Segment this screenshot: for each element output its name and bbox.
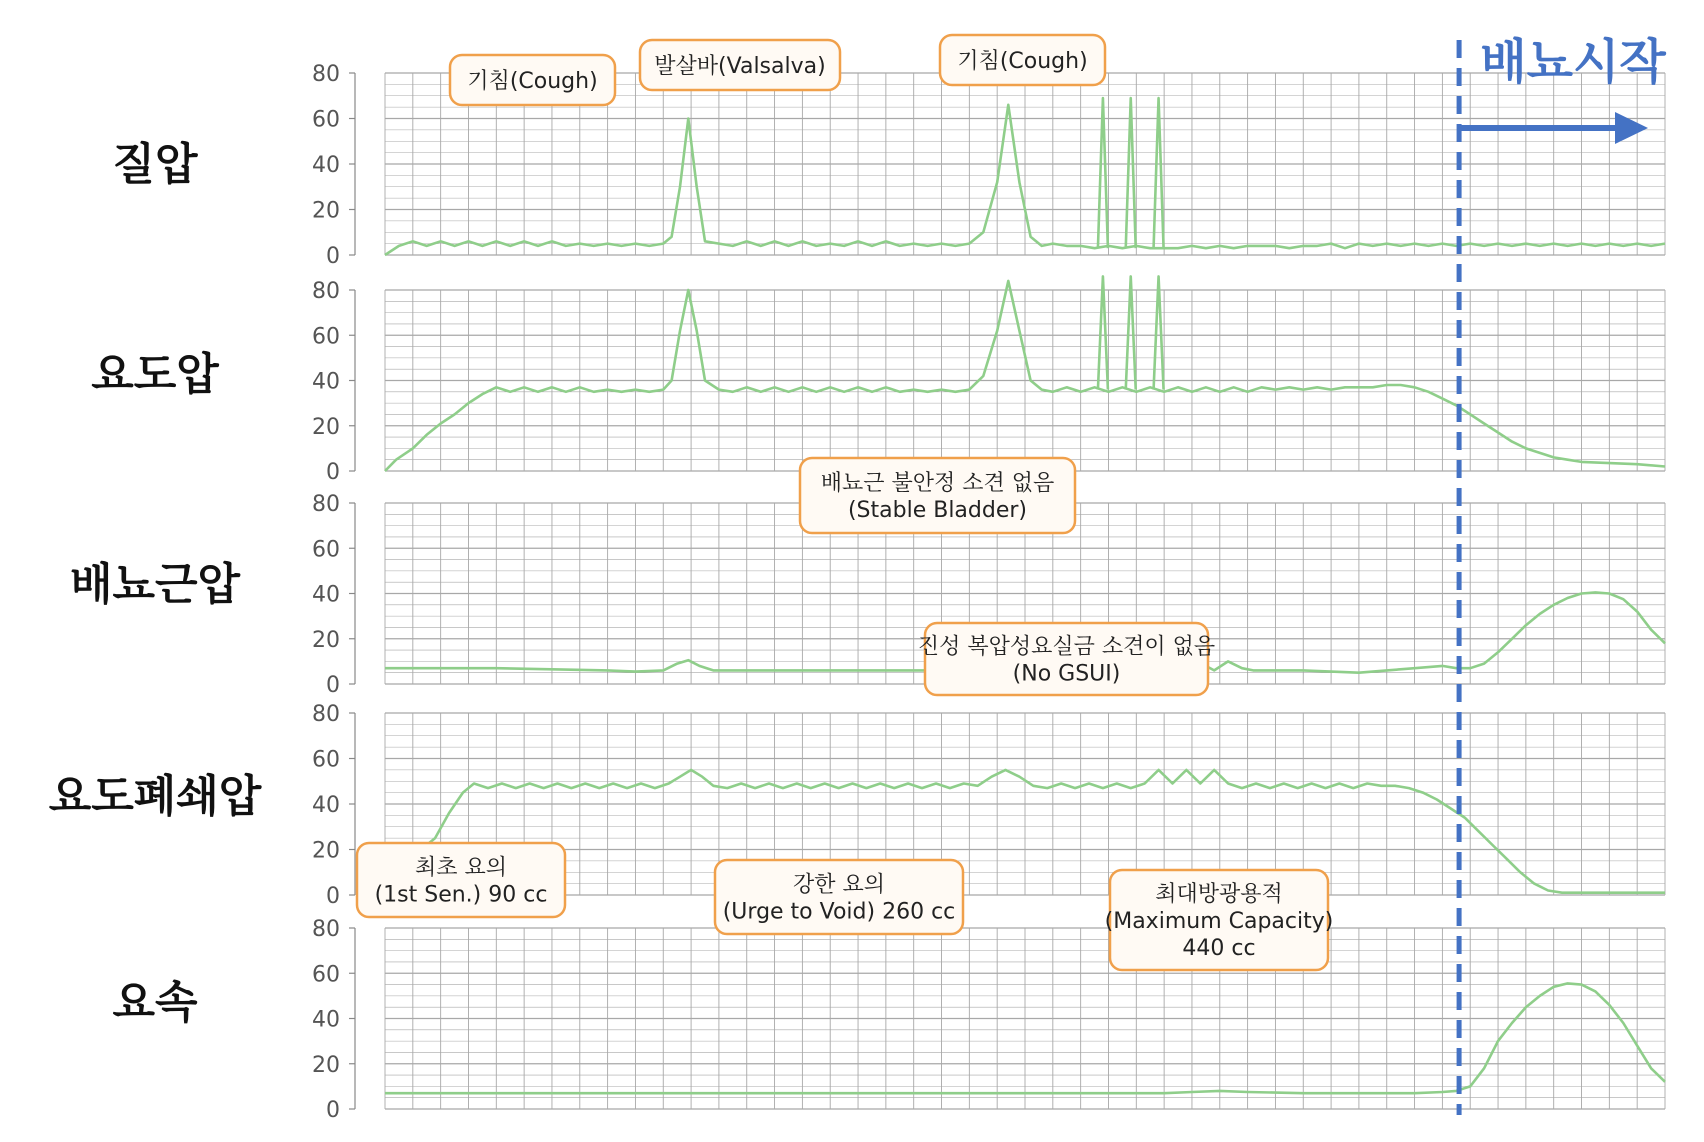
annotation-text: 최초 요의 [414, 855, 508, 881]
y-tick-label: 60 [312, 747, 340, 773]
annotation-text: 기침(Cough) [467, 69, 598, 94]
spike-mark [1154, 98, 1164, 248]
spike-mark [1126, 276, 1136, 389]
y-tick-label: 20 [312, 627, 340, 653]
row-label: 요속 [112, 977, 198, 1028]
annotation-box [1105, 870, 1334, 970]
spike-mark [1154, 276, 1164, 389]
y-tick-label: 60 [312, 962, 340, 988]
row-label: 배뇨근압 [69, 559, 241, 610]
annotation-box [715, 860, 963, 934]
annotation-text: 최대방광용적 [1155, 882, 1283, 907]
void-arrow-head [1615, 112, 1648, 144]
annotation-text: (Urge to Void) 260 cc [722, 899, 956, 925]
row-label: 요도압 [91, 349, 219, 400]
y-tick-label: 40 [312, 153, 340, 178]
spike-mark [1098, 98, 1108, 248]
y-tick-label: 20 [312, 414, 340, 440]
annotation-box [357, 843, 565, 917]
y-tick-label: 0 [326, 244, 340, 269]
spike-mark [1098, 276, 1108, 389]
annotation-box [918, 623, 1215, 695]
annotation-text: 진성 복압성요실금 소견이 없음 [917, 634, 1216, 660]
annotation-box [640, 40, 840, 90]
annotation-text: 강한 요의 [792, 872, 886, 898]
y-tick-label: 80 [312, 917, 340, 942]
annotation-text: (Maximum Capacity) [1104, 909, 1334, 934]
y-tick-label: 60 [312, 107, 340, 133]
y-tick-label: 60 [312, 324, 340, 350]
annotation-text: (1st Sen.) 90 cc [374, 882, 548, 908]
y-tick-label: 40 [312, 1007, 340, 1033]
y-tick-label: 0 [326, 673, 340, 698]
annotation-box [450, 55, 615, 105]
annotation-text: (No GSUI) [1012, 661, 1121, 687]
annotation-text: 440 cc [1182, 936, 1256, 961]
y-tick-label: 20 [312, 1052, 340, 1078]
annotation-text: 배뇨근 불안정 소견 없음 [820, 471, 1055, 496]
y-tick-label: 60 [312, 537, 340, 563]
annotation-text: 발살바(Valsalva) [654, 54, 826, 79]
row-label: 질압 [112, 139, 198, 190]
annotation-text: 기침(Cough) [957, 49, 1088, 74]
y-tick-label: 80 [312, 279, 340, 304]
y-tick-label: 80 [312, 62, 340, 87]
y-tick-label: 40 [312, 369, 340, 395]
panel-grid [312, 279, 1665, 485]
spike-mark [1126, 98, 1136, 248]
row-label: 요도폐쇄압 [48, 771, 262, 822]
y-tick-label: 20 [312, 838, 340, 864]
annotation-box [940, 35, 1105, 85]
y-tick-label: 0 [326, 884, 340, 909]
y-tick-label: 80 [312, 492, 340, 517]
y-tick-label: 80 [312, 702, 340, 727]
annotation-box [800, 458, 1075, 533]
void-start-label: 배뇨시작 [1480, 34, 1666, 90]
annotation-text: (Stable Bladder) [847, 498, 1028, 523]
y-tick-label: 40 [312, 582, 340, 608]
y-tick-label: 20 [312, 198, 340, 224]
y-tick-label: 0 [326, 460, 340, 485]
y-tick-label: 0 [326, 1098, 340, 1123]
y-tick-label: 40 [312, 793, 340, 818]
